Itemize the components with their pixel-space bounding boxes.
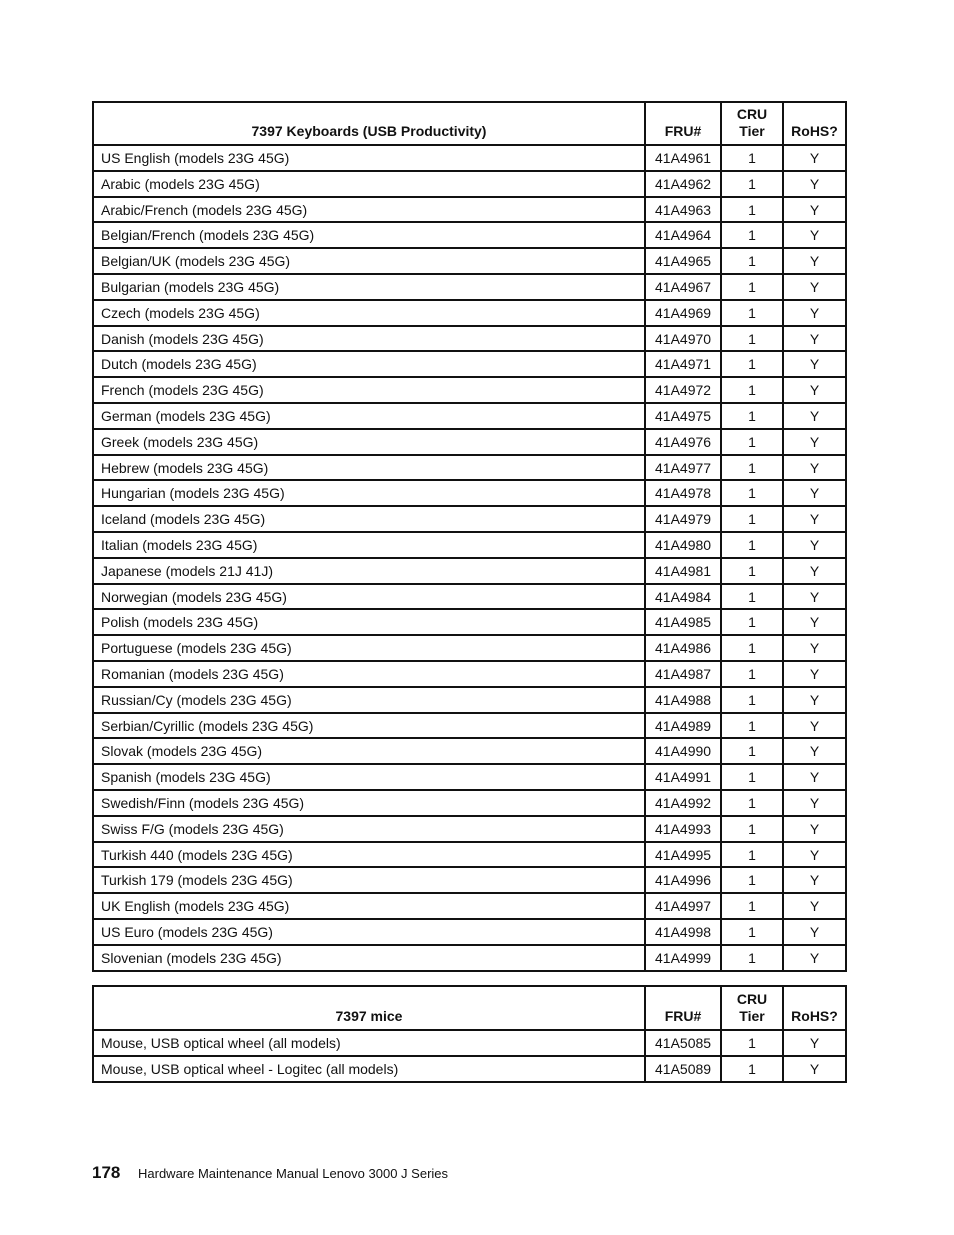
table-row — [93, 429, 846, 455]
fru-number: 41A4997 — [645, 893, 721, 919]
fru-number: 41A4975 — [645, 403, 721, 429]
part-description: Serbian/Cyrillic (models 23G 45G) — [93, 713, 645, 739]
rohs-status: Y — [783, 532, 846, 558]
table-row — [93, 945, 846, 971]
table-row — [93, 222, 846, 248]
column-header-rohs: RoHS? — [783, 986, 846, 1030]
table-row — [93, 480, 846, 506]
rohs-status: Y — [783, 584, 846, 610]
cru-tier: 1 — [721, 919, 783, 945]
fru-number: 41A4963 — [645, 197, 721, 223]
part-description: Portuguese (models 23G 45G) — [93, 635, 645, 661]
table-row — [93, 635, 846, 661]
part-description: Mouse, USB optical wheel - Logitec (all models) — [93, 1056, 645, 1082]
fru-number: 41A4964 — [645, 222, 721, 248]
fru-number: 41A4977 — [645, 455, 721, 481]
cru-tier: 1 — [721, 326, 783, 352]
fru-number: 41A4993 — [645, 816, 721, 842]
cru-tier: 1 — [721, 558, 783, 584]
mice-table-body — [93, 1030, 846, 1082]
rohs-status: Y — [783, 842, 846, 868]
fru-number: 41A4972 — [645, 377, 721, 403]
part-description: US Euro (models 23G 45G) — [93, 919, 645, 945]
part-description: Iceland (models 23G 45G) — [93, 506, 645, 532]
column-header-cru-tier — [721, 986, 783, 1030]
rohs-status: Y — [783, 480, 846, 506]
table-row — [93, 713, 846, 739]
part-description: Polish (models 23G 45G) — [93, 609, 645, 635]
cru-tier-label: CRU Tier — [736, 106, 768, 139]
table-row — [93, 609, 846, 635]
cru-tier: 1 — [721, 609, 783, 635]
table-row — [93, 1056, 846, 1082]
table-row — [93, 377, 846, 403]
fru-number: 41A4979 — [645, 506, 721, 532]
rohs-status: Y — [783, 945, 846, 971]
fru-number: 41A4995 — [645, 842, 721, 868]
part-description: Slovenian (models 23G 45G) — [93, 945, 645, 971]
cru-tier: 1 — [721, 506, 783, 532]
part-description: French (models 23G 45G) — [93, 377, 645, 403]
page-number: 178 — [92, 1163, 121, 1182]
page-footer — [92, 1163, 448, 1183]
table-row — [93, 584, 846, 610]
cru-tier: 1 — [721, 351, 783, 377]
table-row — [93, 300, 846, 326]
fru-number: 41A4980 — [645, 532, 721, 558]
part-description: Swedish/Finn (models 23G 45G) — [93, 790, 645, 816]
table-row — [93, 790, 846, 816]
mice-table — [92, 985, 847, 1083]
rohs-status: Y — [783, 635, 846, 661]
column-header-cru-tier — [721, 102, 783, 145]
cru-tier: 1 — [721, 790, 783, 816]
rohs-status: Y — [783, 893, 846, 919]
table-header-row — [93, 102, 846, 145]
cru-tier: 1 — [721, 248, 783, 274]
part-description: Norwegian (models 23G 45G) — [93, 584, 645, 610]
table-row — [93, 558, 846, 584]
rohs-status: Y — [783, 687, 846, 713]
part-description: Belgian/UK (models 23G 45G) — [93, 248, 645, 274]
rohs-status: Y — [783, 455, 846, 481]
part-description: Swiss F/G (models 23G 45G) — [93, 816, 645, 842]
table-row — [93, 532, 846, 558]
fru-number: 41A4971 — [645, 351, 721, 377]
cru-tier: 1 — [721, 635, 783, 661]
column-header-description: 7397 Keyboards (USB Productivity) — [93, 102, 645, 145]
table-row — [93, 145, 846, 171]
part-description: Mouse, USB optical wheel (all models) — [93, 1030, 645, 1056]
rohs-status: Y — [783, 326, 846, 352]
rohs-status: Y — [783, 661, 846, 687]
part-description: Bulgarian (models 23G 45G) — [93, 274, 645, 300]
cru-tier: 1 — [721, 145, 783, 171]
fru-number: 41A4984 — [645, 584, 721, 610]
table-row — [93, 842, 846, 868]
fru-number: 41A4996 — [645, 867, 721, 893]
rohs-status: Y — [783, 506, 846, 532]
table-row — [93, 197, 846, 223]
cru-tier: 1 — [721, 171, 783, 197]
part-description: Turkish 179 (models 23G 45G) — [93, 867, 645, 893]
cru-tier: 1 — [721, 377, 783, 403]
table-row — [93, 764, 846, 790]
fru-number: 41A4999 — [645, 945, 721, 971]
fru-number: 41A4991 — [645, 764, 721, 790]
rohs-status: Y — [783, 609, 846, 635]
rohs-status: Y — [783, 171, 846, 197]
part-description: Hebrew (models 23G 45G) — [93, 455, 645, 481]
cru-tier: 1 — [721, 893, 783, 919]
cru-tier: 1 — [721, 584, 783, 610]
part-description: Danish (models 23G 45G) — [93, 326, 645, 352]
part-description: Hungarian (models 23G 45G) — [93, 480, 645, 506]
rohs-status: Y — [783, 145, 846, 171]
table-row — [93, 274, 846, 300]
table-row — [93, 738, 846, 764]
fru-number: 41A4992 — [645, 790, 721, 816]
fru-number: 41A4988 — [645, 687, 721, 713]
table-row — [93, 248, 846, 274]
cru-tier: 1 — [721, 816, 783, 842]
cru-tier: 1 — [721, 274, 783, 300]
rohs-status: Y — [783, 197, 846, 223]
rohs-status: Y — [783, 816, 846, 842]
cru-tier: 1 — [721, 1030, 783, 1056]
rohs-status: Y — [783, 867, 846, 893]
rohs-status: Y — [783, 274, 846, 300]
fru-number: 41A4989 — [645, 713, 721, 739]
fru-number: 41A5089 — [645, 1056, 721, 1082]
fru-number: 41A4978 — [645, 480, 721, 506]
rohs-status: Y — [783, 713, 846, 739]
fru-number: 41A4985 — [645, 609, 721, 635]
table-row — [93, 1030, 846, 1056]
keyboards-table — [92, 101, 847, 972]
fru-number: 41A4976 — [645, 429, 721, 455]
table-row — [93, 919, 846, 945]
fru-number: 41A4998 — [645, 919, 721, 945]
rohs-status: Y — [783, 403, 846, 429]
cru-tier-label: CRU Tier — [736, 991, 768, 1024]
fru-number: 41A4981 — [645, 558, 721, 584]
fru-number: 41A4987 — [645, 661, 721, 687]
part-description: Romanian (models 23G 45G) — [93, 661, 645, 687]
table-row — [93, 816, 846, 842]
fru-number: 41A4965 — [645, 248, 721, 274]
cru-tier: 1 — [721, 403, 783, 429]
table-row — [93, 351, 846, 377]
rohs-status: Y — [783, 248, 846, 274]
rohs-status: Y — [783, 738, 846, 764]
column-header-description: 7397 mice — [93, 986, 645, 1030]
part-description: Turkish 440 (models 23G 45G) — [93, 842, 645, 868]
rohs-status: Y — [783, 351, 846, 377]
cru-tier: 1 — [721, 738, 783, 764]
part-description: Spanish (models 23G 45G) — [93, 764, 645, 790]
table-row — [93, 687, 846, 713]
fru-number: 41A4962 — [645, 171, 721, 197]
column-header-rohs: RoHS? — [783, 102, 846, 145]
cru-tier: 1 — [721, 480, 783, 506]
column-header-fru: FRU# — [645, 102, 721, 145]
fru-number: 41A4986 — [645, 635, 721, 661]
cru-tier: 1 — [721, 764, 783, 790]
table-row — [93, 867, 846, 893]
fru-number: 41A4970 — [645, 326, 721, 352]
part-description: US English (models 23G 45G) — [93, 145, 645, 171]
part-description: Czech (models 23G 45G) — [93, 300, 645, 326]
table-row — [93, 661, 846, 687]
rohs-status: Y — [783, 1030, 846, 1056]
part-description: Arabic/French (models 23G 45G) — [93, 197, 645, 223]
part-description: Dutch (models 23G 45G) — [93, 351, 645, 377]
part-description: Arabic (models 23G 45G) — [93, 171, 645, 197]
part-description: Russian/Cy (models 23G 45G) — [93, 687, 645, 713]
rohs-status: Y — [783, 377, 846, 403]
cru-tier: 1 — [721, 455, 783, 481]
rohs-status: Y — [783, 790, 846, 816]
part-description: Greek (models 23G 45G) — [93, 429, 645, 455]
rohs-status: Y — [783, 300, 846, 326]
keyboards-table-body — [93, 145, 846, 971]
fru-number: 41A4969 — [645, 300, 721, 326]
rohs-status: Y — [783, 764, 846, 790]
table-row — [93, 171, 846, 197]
fru-number: 41A5085 — [645, 1030, 721, 1056]
table-row — [93, 455, 846, 481]
cru-tier: 1 — [721, 222, 783, 248]
rohs-status: Y — [783, 919, 846, 945]
cru-tier: 1 — [721, 429, 783, 455]
cru-tier: 1 — [721, 713, 783, 739]
manual-title: Hardware Maintenance Manual Lenovo 3000 J Series — [138, 1166, 449, 1181]
part-description: UK English (models 23G 45G) — [93, 893, 645, 919]
fru-number: 41A4967 — [645, 274, 721, 300]
part-description: Italian (models 23G 45G) — [93, 532, 645, 558]
column-header-fru: FRU# — [645, 986, 721, 1030]
part-description: Japanese (models 21J 41J) — [93, 558, 645, 584]
cru-tier: 1 — [721, 1056, 783, 1082]
table-row — [93, 403, 846, 429]
rohs-status: Y — [783, 1056, 846, 1082]
cru-tier: 1 — [721, 842, 783, 868]
cru-tier: 1 — [721, 945, 783, 971]
table-row — [93, 506, 846, 532]
part-description: Slovak (models 23G 45G) — [93, 738, 645, 764]
cru-tier: 1 — [721, 532, 783, 558]
cru-tier: 1 — [721, 197, 783, 223]
part-description: German (models 23G 45G) — [93, 403, 645, 429]
table-row — [93, 326, 846, 352]
cru-tier: 1 — [721, 661, 783, 687]
fru-number: 41A4961 — [645, 145, 721, 171]
cru-tier: 1 — [721, 687, 783, 713]
rohs-status: Y — [783, 222, 846, 248]
rohs-status: Y — [783, 558, 846, 584]
cru-tier: 1 — [721, 867, 783, 893]
table-header-row — [93, 986, 846, 1030]
cru-tier: 1 — [721, 300, 783, 326]
table-row — [93, 893, 846, 919]
part-description: Belgian/French (models 23G 45G) — [93, 222, 645, 248]
rohs-status: Y — [783, 429, 846, 455]
fru-number: 41A4990 — [645, 738, 721, 764]
